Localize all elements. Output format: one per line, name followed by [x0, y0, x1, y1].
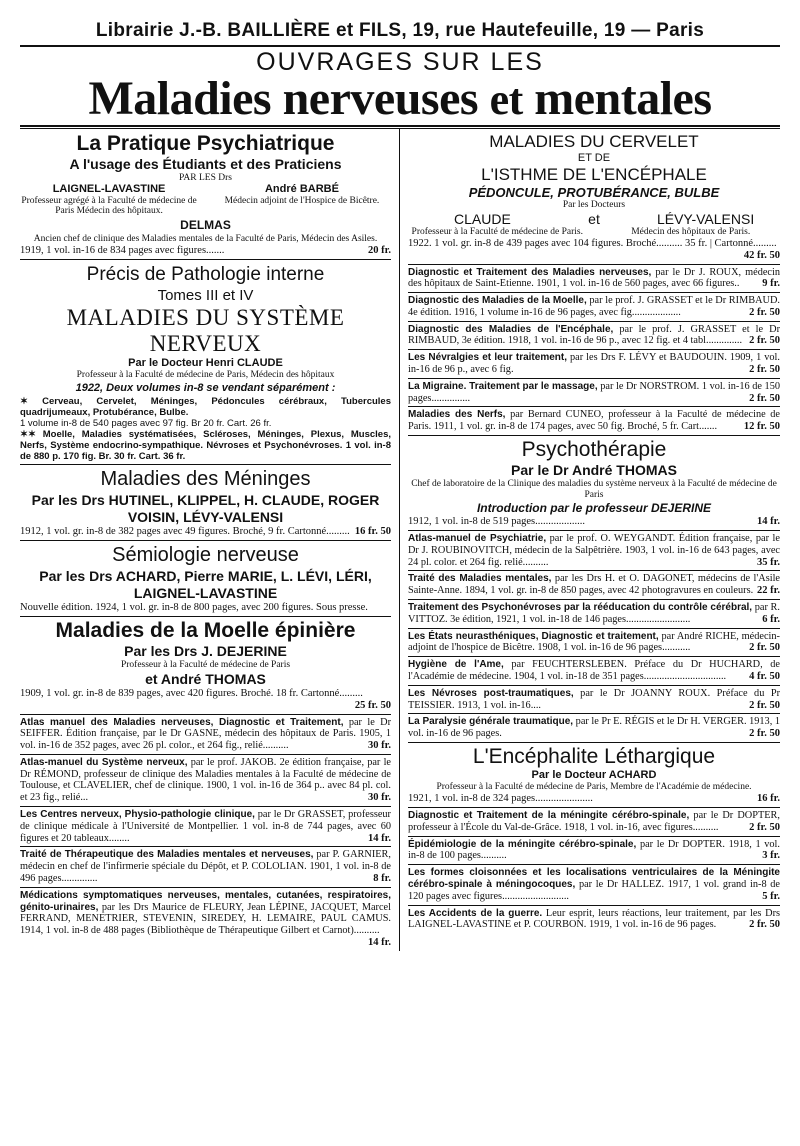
- psycho-pub: [408, 516, 780, 528]
- entry-title: Diagnostic et Traitement de la méningite cérébro-spinale,: [408, 810, 690, 822]
- semiologie-authors: Par les Drs ACHARD, Pierre MARIE, L. LÉVI, LÉRI, LAIGNEL-LAVASTINE: [39, 567, 372, 601]
- entry-title: Atlas manuel des Maladies nerveuses, Diagnostic et Traitement,: [20, 716, 344, 728]
- pratique-title: La Pratique Psychiatrique: [76, 132, 335, 155]
- semiologie-title: Sémiologie nerveuse: [112, 543, 299, 566]
- cervelet-title-1: MALADIES DU CERVELET: [489, 132, 699, 151]
- entry-price: 2 fr. 50: [749, 642, 780, 654]
- moelle-author2: et André THOMAS: [145, 670, 266, 687]
- entry-title: Hygiène de l'Ame,: [408, 659, 504, 671]
- list-item: [408, 531, 780, 571]
- encephalite-pub-text: 1921, 1 vol. in-8 de 324 pages......................: [408, 793, 593, 805]
- encephalite-price: 16 fr.: [757, 793, 780, 805]
- entry-text: par le Dr SEIFFER. Édition française, par le Dr GASNE, médecin des hôpitaux de Paris. 1905, 1 vol. in-16 de 352 pages, avec 26 pl. color., et 264 fig., relié..........: [20, 716, 391, 752]
- precis-section: [20, 260, 391, 465]
- entry-title: Maladies des Nerfs,: [408, 409, 506, 421]
- list-item: [20, 715, 391, 755]
- precis-note: 1922, Deux volumes in-8 se vendant séparément :: [75, 381, 336, 394]
- entry-price: 30 fr.: [368, 740, 391, 752]
- entry-price: 2 fr. 50: [749, 392, 780, 404]
- psycho-price: 14 fr.: [757, 516, 780, 528]
- pratique-pub: [20, 245, 391, 257]
- pratique-par: PAR LES Drs: [179, 173, 232, 183]
- author-2: [213, 184, 391, 217]
- entry-text: par le Dr GRASSET, professeur de clinique médicale à l'Université de Montpellier. 1 vol. in-8 de 744 pages, avec 60 figures et 20 tableaux........: [20, 809, 391, 844]
- entry-title: Diagnostic des Maladies de la Moelle,: [408, 295, 587, 307]
- pratique-subtitle: A l'usage des Étudiants et des Praticiens: [69, 156, 342, 172]
- precis-tomes: Tomes III et IV: [157, 286, 254, 304]
- cervelet-par: Par les Docteurs: [562, 200, 626, 210]
- entry-price: 14 fr.: [368, 937, 391, 949]
- list-item: [408, 808, 780, 837]
- entry-title: Traité des Maladies mentales,: [408, 573, 552, 585]
- entry-title: Les Centres nerveux, Physio-pathologie clinique,: [20, 809, 255, 821]
- publisher-header: Librairie J.-B. BAILLIÈRE et FILS, 19, rue Hautefeuille, 19 — Paris: [20, 20, 780, 47]
- psycho-desc: Chef de laboratoire de la Clinique des maladies du système nerveux à la Faculté de médecine de Paris: [411, 479, 777, 501]
- title-end: mentales: [534, 72, 712, 125]
- semiologie-section: [20, 541, 391, 617]
- cervelet-author-2: LÉVY-VALENSI: [656, 211, 755, 227]
- entry-text: par André RICHE, médecin-adjoint de l'hospice de Bicêtre. 1908, 1 vol. in-16 de 96 pages...........: [408, 630, 780, 654]
- encephalite-section: [408, 743, 780, 808]
- psycho-intro: Introduction par le professeur DEJERINE: [476, 501, 712, 516]
- list-item: [20, 807, 391, 847]
- entry-price: 8 fr.: [373, 873, 391, 885]
- entry-text: par FEUCHTERSLEBEN. Préface du Dr HUCHARD, de l'Académie de médecine. 1904, 1 vol. in-18 de 351 pages................................: [408, 659, 780, 683]
- meninges-title: Maladies des Méninges: [100, 467, 311, 490]
- list-item: [20, 755, 391, 807]
- moelle-pub-text: 1909, 1 vol. gr. in-8 de 839 pages, avec 420 figures. Broché. 18 fr. Cartonné.........: [20, 687, 363, 699]
- author-3-desc: Ancien chef de clinique des Maladies mentales de la Faculté de Paris, Médecin des Asiles.: [33, 233, 378, 244]
- catalog-title: [20, 72, 780, 127]
- precis-vol1-pub: 1 volume in-8 de 540 pages avec 97 fig. Br 20 fr. Cart. 26 fr.: [20, 417, 272, 429]
- entry-title: Les États neurasthéniques, Diagnostic et traitement,: [408, 630, 659, 642]
- cervelet-author-descs: [408, 227, 780, 238]
- moelle-section: [20, 617, 391, 715]
- title-et: et: [489, 75, 523, 124]
- entry-title: Les formes cloisonnées et les localisations ventriculaires de la Méningite cérébro-spinale à méningocoques,: [408, 867, 780, 890]
- entry-text: par le Dr DOPTER, professeur à l'École du Val-de-Grâce. 1918, 1 vol. in-16, avec figures..........: [408, 810, 780, 833]
- pratique-section: [20, 129, 391, 260]
- entry-text: par le prof. J. GRASSET et le Dr RIMBAUD, 3e édition. 1918, 1 vol. in-16 de 96 p., avec 12 fig. et 4 tabl..............: [408, 323, 781, 347]
- entry-price: 9 fr.: [762, 278, 780, 290]
- author-1-desc: Professeur agrégé à la Faculté de médecine de Paris Médecin des hôpitaux.: [21, 195, 197, 216]
- cervelet-author-1: CLAUDE: [454, 211, 511, 227]
- list-item: [408, 265, 780, 294]
- pratique-authors: [20, 184, 391, 217]
- list-item: [20, 888, 391, 951]
- entry-title: Épidémiologie de la méningite cérébro-spinale,: [408, 838, 637, 850]
- psycho-pub-text: 1912, 1 vol. in-8 de 519 pages...................: [408, 516, 586, 528]
- cervelet-title-2: ET DE: [577, 152, 611, 164]
- cervelet-pub: [408, 238, 780, 262]
- entry-title: Les Névroses post-traumatiques,: [408, 687, 574, 699]
- entry-price: 2 fr. 50: [749, 335, 780, 347]
- list-item: [408, 322, 780, 351]
- cervelet-section: [408, 129, 780, 265]
- cervelet-desc-1: Professeur à la Faculté de médecine de Paris.: [411, 227, 583, 237]
- psycho-title: Psychothérapie: [521, 438, 667, 462]
- precis-author: Par le Docteur Henri CLAUDE: [128, 356, 283, 369]
- entry-price: 12 fr. 50: [743, 421, 780, 433]
- entry-text: par P. GARNIER, médecin en chef de l'infirmerie spéciale du Dépôt, et P. COLOLIAN. 1901, 1 vol. in-8 de 496 pages..............: [20, 849, 391, 885]
- precis-vol2: ✶✶ Moelle, Maladies systématisées, Scléroses, Méninges, Plexus, Muscles, Nerfs, Système endocrino-sympathique. Névroses et Psychonévroses. 1 vol. in-8 de 880 p. 170 fig. Br. 30 fr. Cart. 36 fr.: [20, 428, 391, 462]
- entry-title: Les Accidents de la guerre.: [408, 907, 543, 919]
- precis-vol1: ✶ Cerveau, Cervelet, Méninges, Pédoncules cérébraux, Tubercules quadrijumeaux, Protubérance, Bulbe.: [20, 395, 391, 418]
- entry-price: 2 fr. 50: [749, 364, 780, 376]
- list-item: [408, 837, 780, 866]
- entry-text: par le Pr E. RÉGIS et le Dr H. VERGER. 1913, 1 vol. in-16 de 96 pages.: [408, 716, 780, 740]
- list-item: [408, 865, 780, 905]
- list-item: [408, 629, 780, 658]
- entry-text: par le prof. J. GRASSET et le Dr RIMBAUD. 4e édition. 1916, 1 volume in-16 de 96 pages, avec fig...................: [408, 295, 781, 318]
- meninges-pub: [20, 526, 391, 538]
- right-entries-3: [408, 808, 780, 933]
- list-item: [408, 571, 780, 600]
- meninges-authors: Par les Drs HUTINEL, KLIPPEL, H. CLAUDE, ROGER VOISIN, LÉVY-VALENSI: [31, 491, 380, 525]
- encephalite-pub: [408, 793, 780, 805]
- pratique-pub-text: 1919, 1 vol. in-16 de 834 pages avec figures.......: [20, 244, 225, 256]
- meninges-section: [20, 465, 391, 541]
- entry-price: 35 fr.: [757, 556, 780, 568]
- two-columns: [20, 128, 780, 951]
- entry-price: 14 fr.: [368, 832, 391, 844]
- entry-price: 5 fr.: [762, 890, 780, 902]
- entry-title: La Migraine. Traitement par le massage,: [408, 380, 598, 392]
- list-item: [20, 847, 391, 887]
- list-item: [408, 657, 780, 686]
- catalog-subtitle: OUVRAGES SUR LES: [256, 48, 544, 76]
- psycho-section: [408, 436, 780, 531]
- list-item: [408, 379, 780, 408]
- cervelet-et: et: [588, 211, 600, 227]
- entry-title: Traité de Thérapeutique des Maladies mentales et nerveuses,: [20, 849, 314, 861]
- meninges-price: 16 fr. 50: [354, 525, 391, 537]
- entry-price: 22 fr.: [757, 585, 780, 597]
- pratique-price: 20 fr.: [368, 244, 391, 256]
- right-entries-2: [408, 531, 780, 743]
- moelle-title: Maladies de la Moelle épinière: [55, 618, 356, 642]
- entry-text: par le prof. JAKOB. 2e édition française, par le Dr RÉMOND, professeur de clinique des Maladies mentales à la Faculté de médecine de Toulouse, et CLAVELIER, chef de clinique. 1900, 1 vol. in-16 de 364 p.. avec 84 pl. col. et 23 fig., relié...: [20, 756, 391, 804]
- entry-title: Diagnostic des Maladies de l'Encéphale,: [408, 323, 614, 335]
- moelle-price: 25 fr. 50: [354, 699, 391, 711]
- entry-text: par le Dr J. ROUX, médecin des hôpitaux de Saint-Etienne. 1901, 1 vol. in-16 de 560 pages, avec 66 figures..: [408, 266, 780, 290]
- cervelet-price: 42 fr. 50: [743, 249, 780, 261]
- list-item: [408, 350, 780, 379]
- entry-text: Leur esprit, leurs réactions, leur traitement, par les Drs LAIGNEL-LAVASTINE et P. COURBON. 1919, 1 vol. in-16 de 96 pages.: [408, 907, 781, 931]
- cervelet-desc-2: Médecin des hôpitaux de Paris.: [631, 227, 751, 237]
- meninges-pub-text: 1912, 1 vol. gr. in-8 de 382 pages avec 49 figures. Broché, 9 fr. Cartonné.........: [20, 525, 350, 537]
- entry-title: Traitement des Psychonévroses par la rééducation du contrôle cérébral,: [408, 602, 753, 614]
- entry-title: Médications symptomatiques nerveuses, mentales, cutanées, respiratoires, génito-urinaires,: [20, 889, 391, 913]
- cervelet-authors: [408, 211, 780, 227]
- entry-text: par le Dr NORSTROM. 1 vol. in-16 de 150 pages...............: [408, 380, 780, 404]
- entry-price: 6 fr.: [762, 613, 780, 625]
- list-item: [408, 407, 780, 436]
- entry-price: 2 fr. 50: [749, 306, 780, 318]
- entry-text: par les Drs F. LÉVY et BAUDOUIN. 1909, 1 vol. in-16 de 96 p., avec 6 fig.: [408, 352, 780, 376]
- entry-title: Diagnostic et Traitement des Maladies nerveuses,: [408, 266, 652, 278]
- entry-price: 3 fr.: [762, 850, 780, 862]
- precis-title: Précis de Pathologie interne: [86, 263, 325, 285]
- right-entries-1: [408, 265, 780, 437]
- list-item: [408, 293, 780, 322]
- author-2-name: André BARBÉ: [264, 183, 339, 195]
- entry-text: par Bernard CUNEO, professeur à la Faculté de médecine de Paris. 1911, 1 vol. gr. in-8 de 174 pages, avec 50 fig. Broché, 5 fr. Cart.......: [408, 409, 780, 433]
- entry-price: 30 fr.: [368, 792, 391, 804]
- entry-text: par le Dr JOANNY ROUX. Préface du Pr TEISSIER. 1913, 1 vol. in-16....: [408, 687, 780, 711]
- entry-price: 2 fr. 50: [749, 821, 780, 833]
- author-1-name: LAIGNEL-LAVASTINE: [52, 183, 166, 195]
- author-3-name: DELMAS: [180, 217, 231, 232]
- list-item: [408, 714, 780, 743]
- cervelet-title-4: PÉDONCULE, PROTUBÉRANCE, BULBE: [468, 185, 720, 200]
- author-1: [20, 184, 198, 217]
- left-entries: [20, 715, 391, 951]
- semiologie-pub: Nouvelle édition. 1924, 1 vol. gr. in-8 de 800 pages, avec 200 figures. Sous presse.: [20, 601, 368, 613]
- entry-text: par le Dr DOPTER. 1918, 1 vol. in-8 de 100 pages..........: [408, 838, 780, 862]
- entry-price: 2 fr. 50: [749, 728, 780, 740]
- entry-price: 2 fr. 50: [749, 699, 780, 711]
- author-2-desc: Médecin adjoint de l'Hospice de Bicêtre.: [224, 195, 380, 206]
- moelle-desc: Professeur à la Faculté de médecine de Paris: [120, 659, 291, 670]
- list-item: [408, 686, 780, 715]
- entry-title: Atlas-manuel de Psychiatrie,: [408, 533, 547, 545]
- entry-text: par le Dr HALLEZ. 1917, 1 vol. grand in-8 de 120 pages avec figures..........................: [408, 879, 781, 902]
- cervelet-pub-text: 1922. 1 vol. gr. in-8 de 439 pages avec 104 figures. Broché.......... 35 fr. | Cartonné.........: [408, 237, 777, 249]
- list-item: [408, 600, 780, 629]
- entry-text: par R. VITTOZ. 3e édition, 1921, 1 vol. in-18 de 146 pages.........................: [408, 602, 780, 625]
- entry-price: 4 fr. 50: [749, 671, 780, 683]
- precis-desc: Professeur à la Faculté de médecine de Paris, Médecin des hôpitaux: [76, 369, 335, 380]
- moelle-pub: [20, 688, 391, 712]
- precis-big-title: MALADIES DU SYSTÈME NERVEUX: [66, 304, 345, 356]
- entry-title: La Paralysie générale traumatique,: [408, 716, 574, 728]
- entry-text: par les Drs Maurice de FLEURY, Jean LÉPINE, JACQUET, Marcel FERRAND, MENETRIER, STEVENIN, SIREDEY, H. LEMAIRE, PAUL CAMUS. 1914, 1 vol. in-8 de 488 pages (Bibliothèque de Thérapeutique Gilbert et Carnot)..........: [20, 901, 391, 937]
- cervelet-title-3: L'ISTHME DE L'ENCÉPHALE: [481, 165, 707, 184]
- left-column: [20, 129, 400, 951]
- entry-title: Atlas-manuel du Système nerveux,: [20, 756, 188, 768]
- catalog-page: [20, 0, 780, 951]
- title-main: Maladies nerveuses: [88, 72, 479, 125]
- encephalite-desc: Professeur à la Faculté de médecine de Paris, Membre de l'Académie de médecine.: [436, 782, 752, 793]
- right-column: [400, 129, 780, 951]
- entry-title: Les Névralgies et leur traitement,: [408, 352, 567, 364]
- entry-text: par les Drs H. et O. DAGONET, médecins de l'Asile Sainte-Anne. 1894, 1 vol. gr. in-8 de 850 pages, avec 42 photogravures en couleurs.: [408, 573, 781, 597]
- list-item: [408, 906, 780, 934]
- entry-price: 2 fr. 50: [749, 919, 780, 931]
- psycho-author: Par le Dr André THOMAS: [511, 462, 677, 479]
- entry-text: par le prof. O. WEYGANDT. Édition française, par le Dr J. ROUBINOVITCH, médecin de la Salpêtrière. 1903, 1 vol. in-16 de 643 pages, avec 24 pl. color. et 264 fig. relié..........: [408, 533, 780, 568]
- moelle-author: Par les Drs J. DEJERINE: [124, 642, 287, 659]
- encephalite-title: L'Encéphalite Léthargique: [472, 745, 716, 769]
- encephalite-author: Par le Docteur ACHARD: [531, 769, 657, 782]
